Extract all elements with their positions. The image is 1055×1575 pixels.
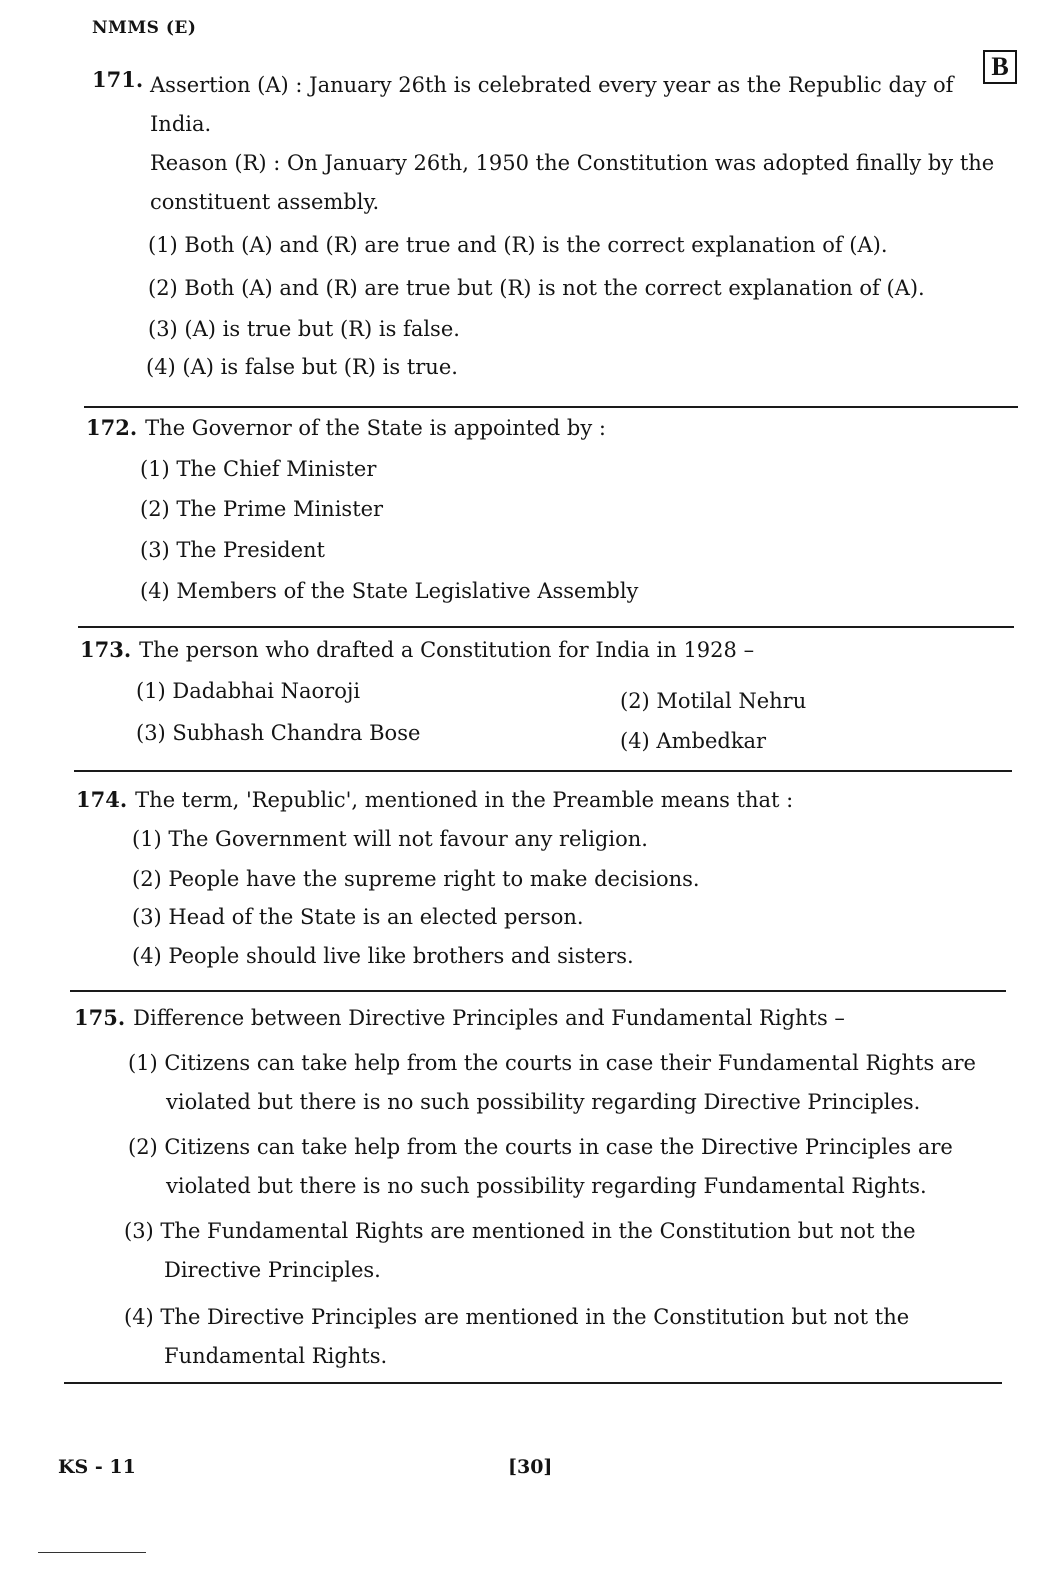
question-text: The person who drafted a Constitution for India in 1928 – xyxy=(139,638,755,662)
option-171-3: (3) (A) is true but (R) is false. xyxy=(148,317,460,341)
option-174-4: (4) People should live like brothers and sisters. xyxy=(132,944,634,968)
option-174-1: (1) The Government will not favour any religion. xyxy=(132,827,648,851)
question-divider xyxy=(74,770,1012,772)
footer-line xyxy=(38,1552,146,1553)
option-171-1: (1) Both (A) and (R) are true and (R) is the correct explanation of (A). xyxy=(148,233,888,257)
question-172 xyxy=(86,414,1006,442)
option-173-3: (3) Subhash Chandra Bose xyxy=(136,721,421,745)
question-174 xyxy=(76,786,996,814)
question-number: 174. xyxy=(76,787,128,812)
option-175-3: (3) The Fundamental Rights are mentioned in the Constitution but not the Directive Principles. xyxy=(124,1219,916,1282)
option-175-2: (2) Citizens can take help from the courts in case the Directive Principles are violated but there is no such possibility regarding Fundamental Rights. xyxy=(128,1135,953,1198)
question-number: 175. xyxy=(74,1005,126,1030)
set-code: KS - 11 xyxy=(58,1456,136,1478)
option-172-1: (1) The Chief Minister xyxy=(140,457,377,481)
option-175-1: (1) Citizens can take help from the courts in case their Fundamental Rights are violated but there is no such possibility regarding Directive Principles. xyxy=(128,1051,976,1114)
question-text: Difference between Directive Principles and Fundamental Rights – xyxy=(133,1006,845,1030)
option-172-4: (4) Members of the State Legislative Assembly xyxy=(140,579,639,603)
option-172-3: (3) The President xyxy=(140,538,325,562)
question-173 xyxy=(80,636,1000,664)
question-text: The Governor of the State is appointed by : xyxy=(145,416,606,440)
question-divider xyxy=(84,406,1018,408)
option-174-3: (3) Head of the State is an elected person. xyxy=(132,905,584,929)
option-173-2: (2) Motilal Nehru xyxy=(620,689,807,713)
question-divider xyxy=(78,626,1014,628)
option-175-4: (4) The Directive Principles are mentioned in the Constitution but not the Fundamental Rights. xyxy=(124,1305,910,1368)
question-divider xyxy=(64,1382,1002,1384)
exam-code: NMMS (E) xyxy=(92,18,197,38)
option-172-2: (2) The Prime Minister xyxy=(140,497,384,521)
reason-text: Reason (R) : On January 26th, 1950 the Constitution was adopted finally by the constituent assembly. xyxy=(150,151,995,214)
question-divider xyxy=(70,990,1006,992)
question-number: 172. xyxy=(86,415,138,440)
booklet-series-badge: B xyxy=(983,50,1017,84)
assertion-text: Assertion (A) : January 26th is celebrated every year as the Republic day of India. xyxy=(150,73,954,136)
option-173-1: (1) Dadabhai Naoroji xyxy=(136,679,361,703)
question-text: The term, 'Republic', mentioned in the Preamble means that : xyxy=(135,788,794,812)
question-number: 173. xyxy=(80,637,132,662)
option-171-4: (4) (A) is false but (R) is true. xyxy=(146,355,458,379)
question-number: 171. xyxy=(92,67,144,92)
option-174-2: (2) People have the supreme right to make decisions. xyxy=(132,867,700,891)
page-number: [30] xyxy=(508,1456,553,1478)
option-173-4: (4) Ambedkar xyxy=(620,729,767,753)
option-171-2: (2) Both (A) and (R) are true but (R) is not the correct explanation of (A). xyxy=(148,276,925,300)
question-175 xyxy=(74,1004,994,1032)
